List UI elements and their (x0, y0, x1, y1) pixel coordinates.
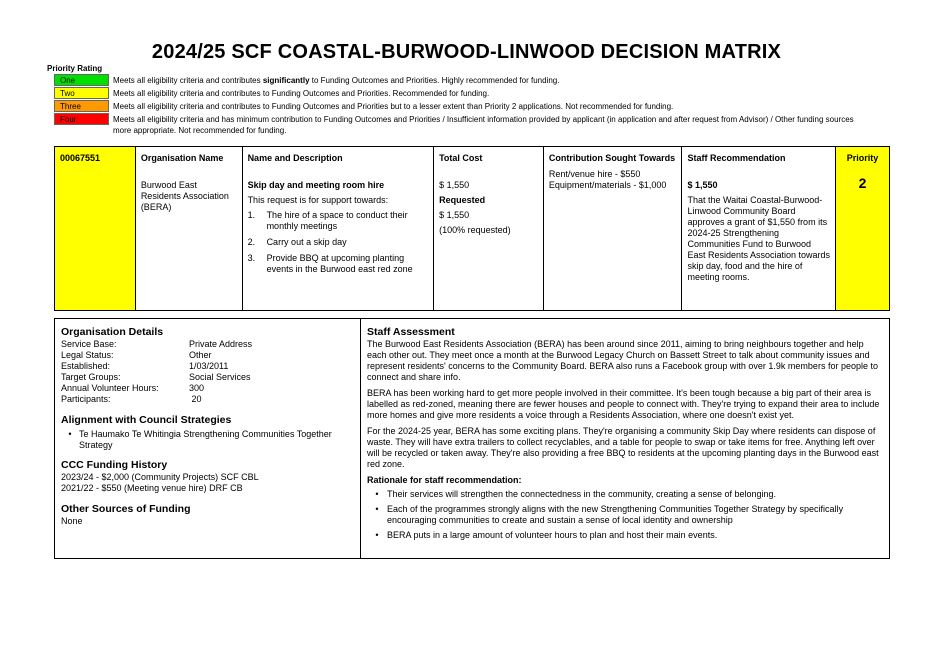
legend-row-two (54, 87, 872, 100)
staff-assessment-section (361, 319, 889, 558)
priority-rating-label: Priority Rating (47, 64, 103, 73)
priority-legend (54, 74, 872, 136)
staff-recommended-amount: $ 1,550 (687, 180, 718, 190)
ccc-funding-line: 2023/24 - $2,000 (Community Projects) SCF CBL (61, 472, 259, 482)
staff-assessment-title: Staff Assessment (367, 326, 455, 338)
total-cost-value: $ 1,550 (439, 180, 470, 190)
alignment-item: • Te Haumako Te Whitingia Strengthening Communities Together Strategy (61, 429, 354, 451)
detail-row: Legal Status: Other (61, 350, 212, 360)
staff-recommendation-cell (682, 147, 836, 310)
priority-header: Priority (846, 153, 879, 163)
org-name: Burwood East Residents Association (BERA) (140, 180, 229, 212)
total-cost-cell (434, 147, 544, 310)
legend-row-four (54, 113, 872, 136)
name-description-cell (243, 147, 435, 310)
contribution-header: Contribution Sought Towards (548, 153, 676, 163)
request-items-list (248, 210, 429, 275)
requested-percent: (100% requested) (439, 225, 511, 235)
assessment-paragraph: BERA has been working hard to get more people involved in their committee. It's been tough because a big part of their area is labelled as red-zoned, meaning there are fewer houses and people to connect with. They're trying to expand their area to include more homes and give more residents a voice through a Residents Association, where one doesn't exist yet. (367, 388, 880, 420)
staff-recommendation-header: Staff Recommendation (687, 153, 786, 163)
legend-swatch-four: Four (54, 113, 109, 125)
contribution-line: Rent/venue hire - $550 (548, 169, 641, 179)
alignment-title: Alignment with Council Strategies (61, 414, 232, 426)
contribution-line: Equipment/materials - $1,000 (548, 180, 667, 190)
detail-row: Annual Volunteer Hours: 300 (61, 383, 205, 393)
legend-swatch-two: Two (54, 87, 109, 99)
request-intro: This request is for support towards: (247, 195, 389, 205)
application-id: 00067551 (60, 153, 101, 163)
ccc-funding-line: 2021/22 - $550 (Meeting venue hire) DRF CB (61, 483, 243, 493)
name-description-header: Name and Description (247, 153, 343, 163)
org-name-header: Organisation Name (140, 153, 224, 163)
legend-desc-one: Meets all eligibility criteria and contributes significantly to Funding Outcomes and Priorities. Highly recommended for funding. (113, 76, 560, 85)
assessment-paragraph: The Burwood East Residents Association (BERA) has been around since 2011, aiming to bring neighbours together and help each other out. They meet once a month at the Burwood Legacy Church on Bassett Street to talk about community issues and represent residents' concerns to the Community Board. BERA also runs a Facebook group with over 1.9k members for people to connect and share info. (367, 339, 878, 382)
organisation-cell (136, 147, 243, 310)
staff-recommendation-text: That the Waitai Coastal-Burwood-Linwood Community Board approves a grant of $1,550 from its 2024-25 Strengthening Communities Fund to Burwood East Residents Association towards skip day, food and the hire of meeting rooms. (687, 195, 831, 282)
detail-row: Participants: 20 (61, 394, 202, 404)
list-item: 3. Provide BBQ at upcoming planting events in the Burwood east red zone (247, 253, 413, 274)
other-funding-value: None (61, 516, 83, 526)
page-title: 2024/25 SCF COASTAL-BURWOOD-LINWOOD DECISION MATRIX (151, 41, 782, 63)
requested-label: Requested (439, 195, 486, 205)
detail-row: Target Groups: Social Services (61, 372, 251, 382)
detail-row: Service Base: Private Address (61, 339, 253, 349)
bullet-icon: • (375, 530, 379, 540)
legend-desc-three: Meets all eligibility criteria and contributes to Funding Outcomes and Priorities but to a lesser extent than Priority 2 applications. Not recommended for funding. (113, 102, 674, 111)
rationale-item: • BERA puts in a large amount of volunteer hours to plan and host their main events. (367, 530, 883, 541)
rationale-item: • Their services will strengthen the connectedness in the community, creating a sense of belonging. (367, 489, 883, 500)
list-item: 2. Carry out a skip day (247, 237, 347, 247)
bullet-icon: • (375, 489, 379, 499)
requested-amount: $ 1,550 (439, 210, 470, 220)
rationale-title: Rationale for staff recommendation: (367, 475, 522, 485)
assessment-paragraph: For the 2024-25 year, BERA has some exciting plans. They're organising a community Skip Day where residents can dispose of waste. They will have extra trailers to collect recyclables, and a table for people to swap or take items for free. Anything left over will be recycled or taken away. They're also providing a free BBQ to residents at the upcoming planting days in the Burwood east red zone. (367, 426, 879, 469)
legend-swatch-three: Three (54, 100, 109, 112)
legend-swatch-one: One (54, 74, 109, 86)
rationale-item: • Each of the programmes strongly aligns with the new Strengthening Communities Together Strategy by specifically encouraging communities to create and sustain a sense of local identity and ownership (367, 504, 883, 526)
legend-row-three (54, 100, 872, 113)
bullet-icon: • (375, 504, 379, 514)
project-title: Skip day and meeting room hire (247, 180, 385, 190)
organisation-details-section (55, 319, 361, 558)
contribution-cell (544, 147, 683, 310)
list-item: 1. The hire of a space to conduct their monthly meetings (247, 210, 408, 231)
bullet-icon: • (68, 429, 72, 439)
legend-desc-two: Meets all eligibility criteria and contributes to Funding Outcomes and Priorities. Recommended for funding. (113, 89, 490, 98)
other-funding-title: Other Sources of Funding (61, 503, 191, 515)
legend-desc-four: Meets all eligibility criteria and has minimum contribution to Funding Outcomes and Priorities / Insufficient information provided by applicant (in application and after request from Advisor) / Other funding sources more appropriate. Not recommended for funding. (113, 115, 854, 135)
application-id-cell (55, 147, 136, 310)
ccc-funding-title: CCC Funding History (61, 459, 168, 471)
priority-cell (836, 147, 889, 310)
details-panel (54, 318, 890, 559)
legend-row-one (54, 74, 872, 87)
total-cost-header: Total Cost (439, 153, 483, 163)
decision-matrix-table (54, 146, 890, 311)
priority-value: 2 (858, 175, 867, 191)
org-details-title: Organisation Details (61, 326, 164, 338)
detail-row: Established: 1/03/2011 (61, 361, 229, 371)
